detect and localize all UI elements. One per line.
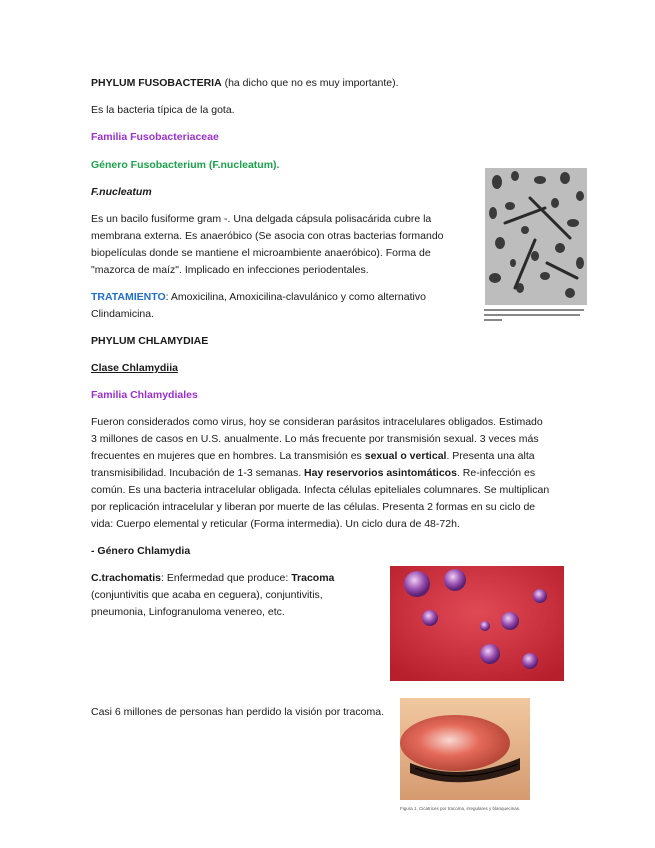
f-nucleatum-desc-line-4: "mazorca de maíz". Implicado en infecciones periodentales. bbox=[91, 264, 369, 276]
chlamydia-desc-line-1: Fueron considerados como virus, hoy se consideran parásitos intracelulares obligados. Estimado bbox=[91, 416, 543, 428]
micrograph-caption-marks bbox=[484, 308, 588, 323]
chlamydia-desc-line-5: común. Es una bacteria intracelular obligada. Infecta células epiteliales columnares. Se multiplican bbox=[91, 484, 550, 496]
trachoma-eye-photo bbox=[400, 698, 530, 800]
tratamiento-line-2: Clindamicina. bbox=[91, 308, 155, 320]
vision-loss-text: Casi 6 millones de personas han perdido la visión por tracoma. bbox=[91, 706, 384, 718]
chlamydia-desc-line-3a: frecuentes en mujeres que en hombres. La transmisión es bbox=[91, 450, 365, 462]
tratamiento-text: : Amoxicilina, Amoxicilina-clavulánico y como alternativo bbox=[165, 291, 426, 303]
chlamydia-drawing bbox=[390, 566, 564, 681]
fusobacterium-micrograph bbox=[485, 168, 587, 305]
chlamydia-desc-line-3 bbox=[91, 448, 535, 465]
trachomatis-mid: : Enfermedad que produce: bbox=[161, 572, 292, 584]
familia-fusobacteriaceae: Familia Fusobacteriaceae bbox=[91, 131, 219, 143]
f-nucleatum-desc-line-3: biopelículas donde se mantiene el microambiente anaeróbico). Forma de bbox=[91, 247, 431, 259]
micrograph-drawing bbox=[485, 168, 587, 305]
chlamydia-desc-line-4a: transmisibilidad. Incubación de 1-3 semanas. bbox=[91, 467, 305, 479]
micrograph-caption-lines bbox=[484, 308, 588, 322]
tratamiento-line-1 bbox=[91, 289, 426, 306]
chlamydia-illustration bbox=[390, 566, 564, 681]
chlamydia-desc-line-2: 3 millones de casos en U.S. anualmente. Lo más frecuente por transmisión sexual. 3 veces más bbox=[91, 433, 539, 445]
eye-photo-drawing bbox=[400, 698, 530, 800]
phylum-chlamydiae-heading: PHYLUM CHLAMYDIAE bbox=[91, 335, 209, 347]
f-nucleatum-desc-line-1: Es un bacilo fusiforme gram -. Una delgada cápsula polisacárida cubre la bbox=[91, 213, 432, 225]
phylum-fusobacteria-title: PHYLUM FUSOBACTERIA bbox=[91, 77, 222, 89]
trachomatis-line-3: pneumonia, Linfogranuloma venereo, etc. bbox=[91, 606, 285, 618]
familia-chlamydiales: Familia Chlamydiales bbox=[91, 389, 198, 401]
gota-text: Es la bacteria típica de la gota. bbox=[91, 104, 235, 116]
chlamydia-desc-line-4c: . Re-infección es bbox=[456, 467, 536, 479]
reservorios-asintomaticos: Hay reservorios asintomáticos bbox=[304, 467, 457, 479]
chlamydia-desc-line-3c: . Presenta una alta bbox=[446, 450, 535, 462]
phylum-fusobacteria-note: (ha dicho que no es muy importante). bbox=[221, 77, 399, 89]
genero-chlamydia: - Género Chlamydia bbox=[91, 545, 191, 557]
f-nucleatum-heading: F.nucleatum bbox=[91, 186, 152, 198]
tratamiento-label: TRATAMIENTO bbox=[91, 291, 166, 303]
eye-photo-caption: Figura 1. Cicatrices por tracoma, irregulares y blanquecinas. bbox=[400, 806, 521, 811]
tracoma-label: Tracoma bbox=[291, 572, 335, 584]
chlamydia-desc-line-7: vida: Cuerpo elemental y reticular (Forma intermedia). Un ciclo dura de 48-72h. bbox=[91, 518, 460, 530]
trachomatis-line-1 bbox=[91, 570, 334, 587]
f-nucleatum-desc-line-2: membrana externa. Es anaeróbico (Se asocia con otras bacterias formando bbox=[91, 230, 444, 242]
transmision-type: sexual o vertical bbox=[364, 450, 447, 462]
genero-fusobacterium: Género Fusobacterium (F.nucleatum). bbox=[91, 159, 280, 171]
chlamydia-desc-line-4 bbox=[91, 465, 535, 482]
trachomatis-name: C.trachomatis bbox=[91, 572, 162, 584]
trachomatis-line-2: (conjuntivitis que acaba en ceguera), conjuntivitis, bbox=[91, 589, 323, 601]
phylum-fusobacteria-heading bbox=[91, 75, 399, 92]
clase-chlamydiia: Clase Chlamydiia bbox=[91, 362, 178, 374]
chlamydia-desc-line-6: por replicación intracelular y liberan por muerte de las células. Presenta 2 formas en su ciclo de bbox=[91, 501, 536, 513]
